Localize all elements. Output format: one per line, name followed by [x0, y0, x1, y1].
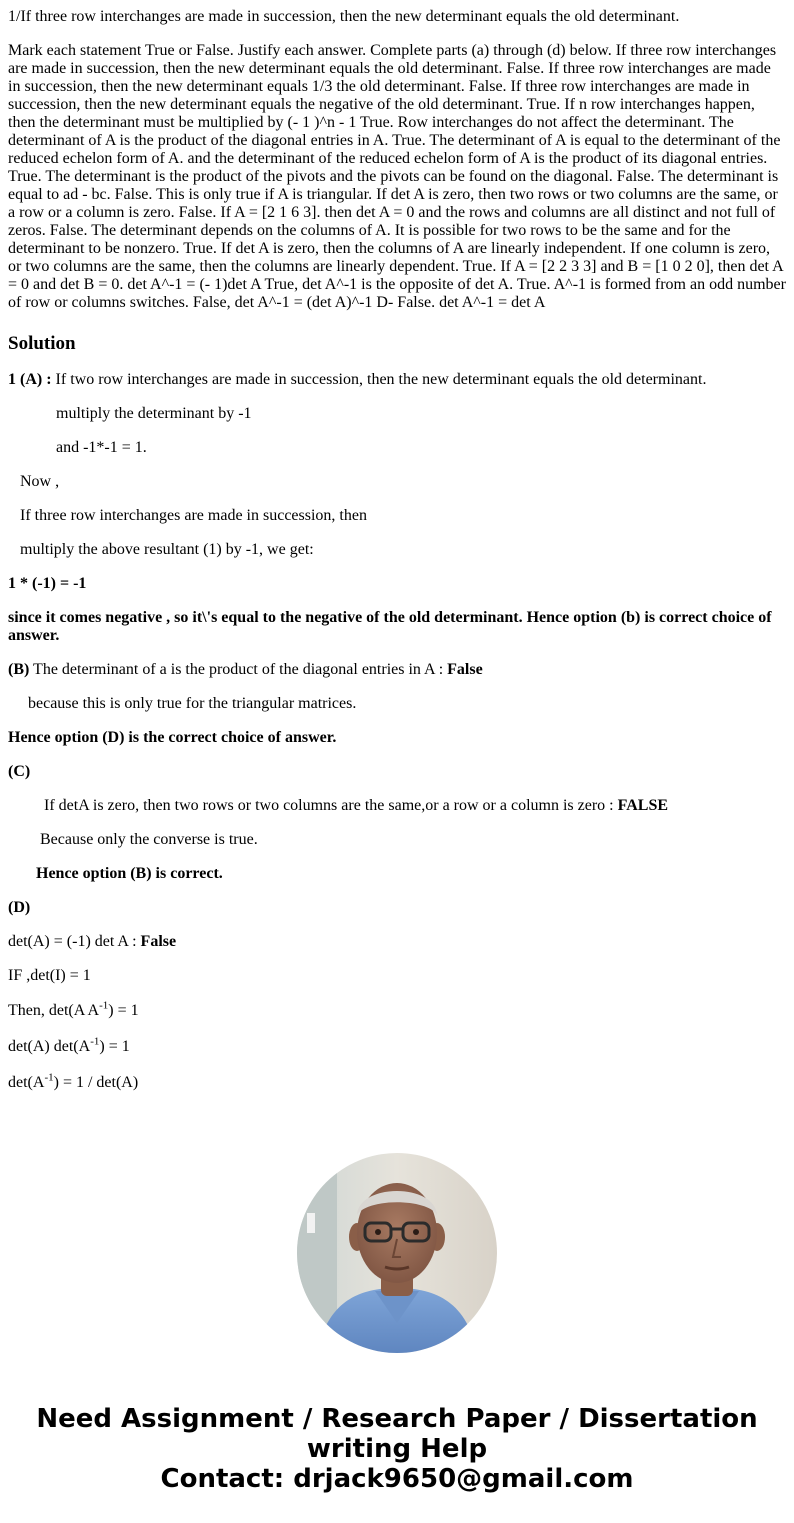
part-c-conclusion: Hence option (B) is correct. — [36, 865, 223, 882]
part-a-line2: and -1*-1 = 1. — [56, 439, 147, 456]
part-d-line3-pre: Then, det(A A — [8, 1002, 100, 1019]
part-d-line5-sup: -1 — [44, 1071, 54, 1084]
part-b-statement — [8, 661, 786, 679]
part-a-label: 1 (A) : — [8, 371, 52, 388]
part-b-label: (B) — [8, 661, 30, 678]
part-c-text: If detA is zero, then two rows or two columns are the same,or a row or a column is zero : — [44, 797, 618, 814]
part-a-result: 1 * (-1) = -1 — [8, 575, 87, 592]
part-d-line4-sup: -1 — [90, 1035, 100, 1048]
footer-banner — [0, 1404, 794, 1494]
footer-contact: Contact: drjack9650@gmail.com — [160, 1464, 634, 1494]
part-b-verdict: False — [447, 661, 483, 678]
author-photo — [297, 1153, 497, 1353]
part-d-line4 — [8, 1037, 786, 1057]
solution-heading: Solution — [8, 333, 76, 354]
part-b-reason: because this is only true for the triangular matrices. — [28, 695, 357, 712]
part-d-line5-pre: det(A — [8, 1074, 45, 1091]
part-d-line1-verdict: False — [140, 933, 177, 950]
part-d-line3 — [8, 1001, 786, 1021]
part-d-line5 — [8, 1073, 786, 1093]
question-title: 1/If three row interchanges are made in succession, then the new determinant equals the old determinant. — [8, 8, 680, 25]
part-d-line3-sup: -1 — [99, 999, 109, 1012]
part-d-line4-post: ) = 1 — [99, 1038, 130, 1055]
footer-line1: Need Assignment / Research Paper / Dissertation — [36, 1404, 758, 1434]
question-body: Mark each statement True or False. Justify each answer. Complete parts (a) through (d) below. If three row interchanges are made in succession, then the new determinant equals the old determinant. False. If three row interchanges are made in succession, then the new determinant equals 1/3 the old determinant. False. If three row interchanges are made in succession, then the new determinant equals the negative of the old determinant. True. If n row interchanges happen, then the determinant must be multiplied by (- 1 )^n - 1 True. Row interchanges do not affect the determinant. The determinant of A is the product of the diagonal entries in A. True. The determinant of A is equal to the determinant of the reduced echelon form of A. and the determinant of the reduced echelon form of A is the product of its diagonal entries. True. The determinant is the product of the pivots and the pivots can be found on the diagonal. False. The determinant is equal to ad - bc. False. This is only true if A is triangular. If det A is zero, then two rows or two columns are the same, or a row or a column is zero. False. If A = [2 1 6 3]. then det A = 0 and the rows and columns are all distinct and not full of zeros. False. The determinant depends on the columns of A. It is possible for two rows to be the same and for the determinant to be nonzero. True. If det A is zero, then the columns of A are linearly independent. If one column is zero, or two columns are the same, then the columns are linearly dependent. True. If A = [2 2 3 3] and B = [1 0 2 0], then det A = 0 and det B = 0. det A^-1 = (- 1)det A True, det A^-1 is the opposite of det A. True. A^-1 is formed from an odd number of row or columns switches. False, det A^-1 = (det A)^-1 D- False. det A^-1 = det A — [8, 42, 786, 311]
part-a-line1: multiply the determinant by -1 — [56, 405, 252, 422]
part-a-line4: If three row interchanges are made in succession, then — [20, 507, 367, 524]
part-d-line3-post: ) = 1 — [108, 1002, 139, 1019]
part-b-text: The determinant of a is the product of the diagonal entries in A : — [29, 661, 448, 678]
part-c-label: (C) — [8, 763, 31, 780]
part-a-line5: multiply the above resultant (1) by -1, we get: — [20, 541, 314, 558]
part-d-line1 — [8, 933, 786, 951]
part-a-line3: Now , — [20, 473, 60, 490]
document-content — [8, 0, 786, 1124]
part-d-line5-post: ) = 1 / det(A) — [53, 1074, 139, 1091]
part-d-label: (D) — [8, 899, 31, 916]
part-a-conclusion: since it comes negative , so it\'s equal to the negative of the old determinant. Hence option (b) is correct choice of answer. — [8, 609, 772, 644]
part-a-statement — [8, 371, 786, 389]
part-a-text: If two row interchanges are made in succession, then the new determinant equals the old determinant. — [51, 371, 707, 388]
part-c-statement — [8, 797, 786, 815]
footer-line2: writing Help — [306, 1434, 488, 1464]
author-avatar — [297, 1153, 497, 1353]
part-d-line4-pre: det(A) det(A — [8, 1038, 91, 1055]
part-c-reason: Because only the converse is true. — [40, 831, 258, 848]
part-d-line1-text: det(A) = (-1) det A : — [8, 933, 141, 950]
part-b-conclusion: Hence option (D) is the correct choice of answer. — [8, 729, 337, 746]
part-d-line2: IF ,det(I) = 1 — [8, 967, 91, 984]
part-c-verdict: FALSE — [617, 797, 669, 814]
